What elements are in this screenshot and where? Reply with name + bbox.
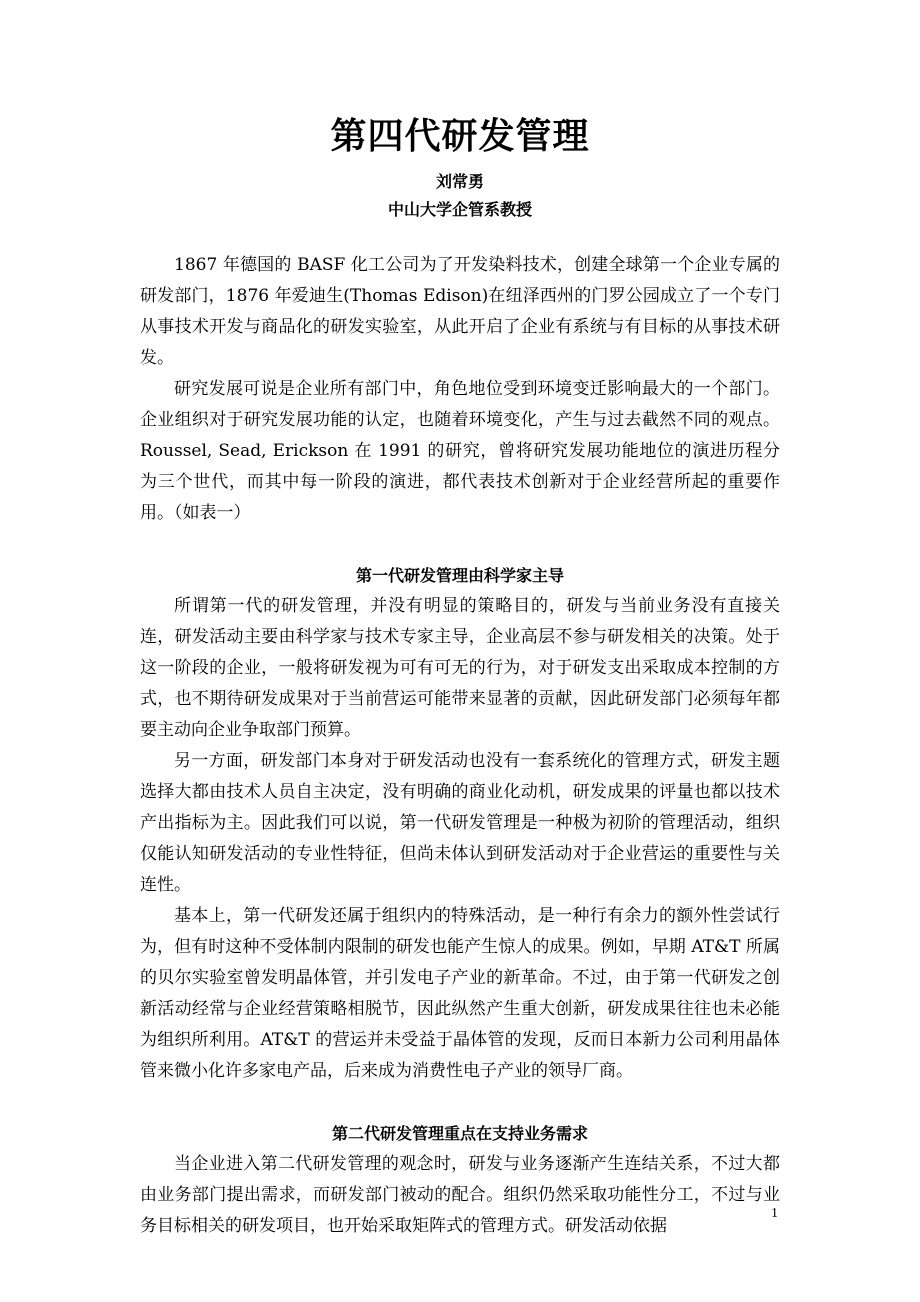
body-paragraph: 所谓第一代的研发管理，并没有明显的策略目的，研发与当前业务没有直接关连，研发活动主要由科学家与技术专家主导，企业高层不参与研发相关的决策。处于这一阶段的企业，一般将研发视为可有可无的行为，对于研发支出采取成本控制的方式，也不期待研发成果对于当前营运可能带来显著的贡献，因此研发部门必须每年都要主动向企业争取部门预算。 [140,596,780,740]
intro-section [140,250,780,529]
section-heading: 第二代研发管理重点在支持业务需求 [331,1124,588,1143]
body-paragraph: 另一方面，研发部门本身对于研发活动也没有一套系统化的管理方式，研发主题选择大都由技术人员自主决定，没有明确的商业化动机，研发成果的评量也都以技术产出指标为主。因此我们可以说，第一代研发管理是一种极为初阶的管理活动，组织仅能认知研发活动的专业性特征，但尚未体认到研发活动对于企业营运的重要性与关连性。 [140,751,780,895]
document-page [140,110,780,1242]
intro-paragraph: 1867 年德国的 BASF 化工公司为了开发染料技术，创建全球第一个企业专属的研发部门，1876 年爱迪生(Thomas Edison)在纽泽西州的门罗公园成立了一个专门从事技术开发与商品化的研发实验室，从此开启了企业有系统与有目标的从事技术研发。 [140,255,780,368]
author-name: 刘常勇 [435,172,484,191]
section-first-generation [140,560,780,1087]
author-affiliation: 中山大学企管系教授 [387,200,532,219]
intro-paragraph: 研究发展可说是企业所有部门中，角色地位受到环境变迁影响最大的一个部门。企业组织对于研究发展功能的认定，也随着环境变化，产生与过去截然不同的观点。Roussel, Sead, Erickson 在 1991 的研究，曾将研究发展功能地位的演进历程分为三个世代，而其中每一阶段的演进，都代表技术创新对于企业经营所起的重要作用。（如表一） [140,379,780,523]
section-heading: 第一代研发管理由科学家主导 [355,566,564,585]
page-number: 1 [771,1206,778,1221]
body-paragraph: 基本上，第一代研发还属于组织内的特殊活动，是一种行有余力的额外性尝试行为，但有时这种不受体制内限制的研发也能产生惊人的成果。例如，早期 AT&T 所属的贝尔实验室曾发明晶体管，并引发电子产业的新革命。不过，由于第一代研发之创新活动经常与企业经营策略相脱节，因此纵然产生重大创新，研发成果往往也未必能为组织所利用。AT&T 的营运并未受益于晶体管的发现，反而日本新力公司利用晶体管来微小化许多家电产品，后来成为消费性电子产业的领导厂商。 [140,906,780,1081]
body-paragraph: 当企业进入第二代研发管理的观念时，研发与业务逐渐产生连结关系，不过大都由业务部门提出需求，而研发部门被动的配合。组织仍然采取功能性分工，不过与业务目标相关的研发项目，也开始采取矩阵式的管理方式。研发活动依据 [140,1154,780,1236]
section-second-generation [140,1118,780,1242]
section-gap [140,529,780,560]
section-gap [140,1087,780,1118]
document-title: 第四代研发管理 [330,115,590,157]
